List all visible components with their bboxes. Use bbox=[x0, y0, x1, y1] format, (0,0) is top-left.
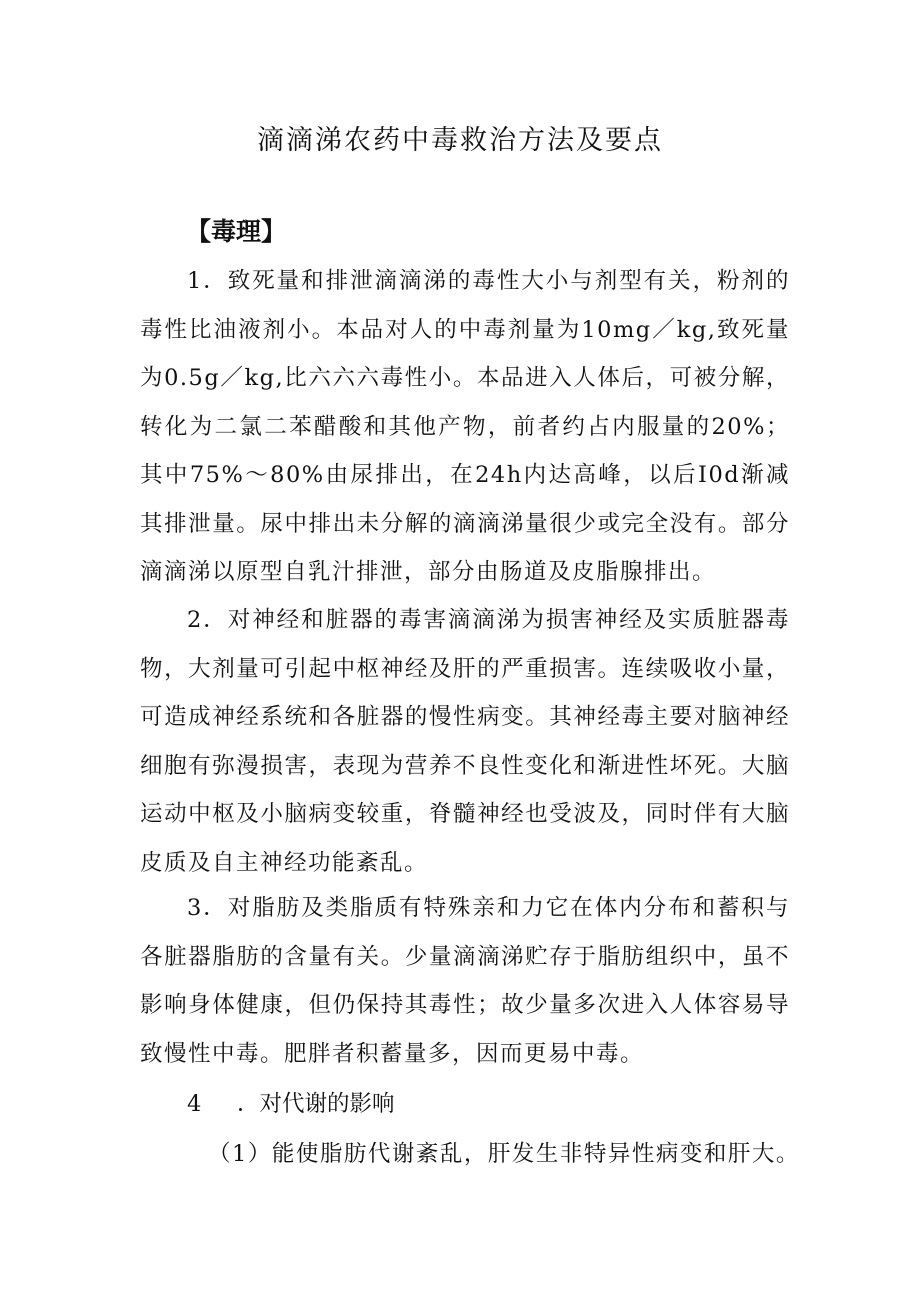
sub-item-fat-metabolism: （1）能使脂肪代谢紊乱，肝发生非特异性病变和肝大。 bbox=[208, 1141, 800, 1167]
paragraph-fat-affinity: 3．对脂肪及类脂质有特殊亲和力它在体内分布和蓄积与各脏器脂肪的含量有关。少量滴滴涕贮存于脂肪组织中，虽不影响身体健康，但仍保持其毒性；故少量多次进入人体容易导致慢性中毒。肥胖者积蓄量多，因而更易中毒。 bbox=[140, 895, 790, 1067]
paragraph-lethal-dose-excretion: 1．致死量和排泄滴滴涕的毒性大小与剂型有关，粉剂的毒性比油液剂小。本品对人的中毒剂量为10mg／kg,致死量为0.5g／kg,比六六六毒性小。本品进入人体后，可被分解，转化为二氯二苯醋酸和其他产物，前者约占内服量的20%；其中75%～80%由尿排出，在24h内达高峰，以后I0d渐减其排泄量。尿中排出未分解的滴滴涕量很少或完全没有。部分滴滴涕以原型自乳汁排泄，部分由肠道及皮脂腺排出。 bbox=[140, 268, 790, 585]
page-title: 滴滴涕农药中毒救治方法及要点 bbox=[257, 125, 663, 156]
section-heading-toxicology: 【毒理】 bbox=[186, 217, 287, 246]
paragraph-nerve-organ-damage: 2．对神经和脏器的毒害滴滴涕为损害神经及实质脏器毒物，大剂量可引起中枢神经及肝的严重损害。连续吸收小量，可造成神经系统和各脏器的慢性病变。其神经毒主要对脑神经细胞有弥漫损害，表现为营养不良性变化和渐进性坏死。大脑运动中枢及小脑病变较重，脊髓神经也受波及，同时伴有大脑皮质及自主神经功能紊乱。 bbox=[140, 607, 790, 876]
item-heading-text: ．对代谢的影响 bbox=[237, 1091, 395, 1117]
item-heading-metabolism bbox=[187, 1080, 395, 1129]
item-number: 4 bbox=[187, 1091, 202, 1117]
